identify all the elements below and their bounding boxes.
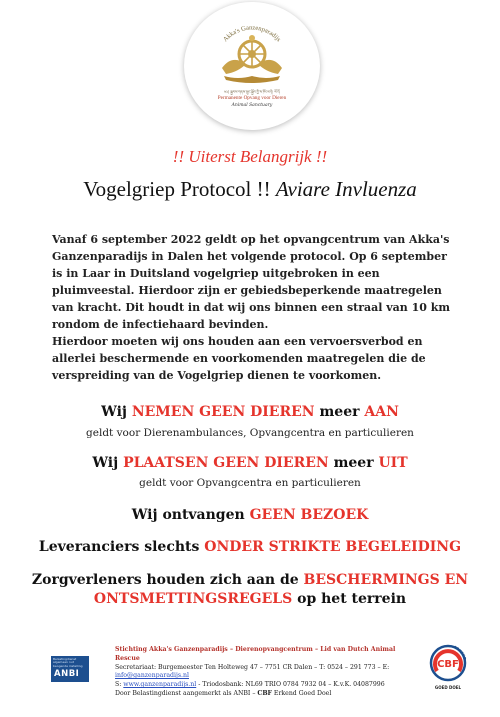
footer-org-line: Stichting Akka's Ganzenparadijs – Dierenopvangcentrum – Lid van Dutch Animal Rescue (115, 646, 396, 662)
website-link[interactable]: www.ganzenparadijs.nl (123, 681, 197, 689)
logo-tagline: Permanente Opvang voor Dieren (217, 95, 287, 101)
page-title (0, 177, 500, 202)
title-italic: Aviare Invluenza (275, 177, 417, 201)
svg-text:Akka's Ganzenparadijs: Akka's Ganzenparadijs (221, 24, 283, 44)
rule-text: Wij (101, 404, 132, 420)
urgent-heading: !! Uiterst Belangrijk !! (172, 147, 328, 166)
rule-caregivers-line2 (0, 591, 500, 607)
rule-no-placement (0, 455, 500, 471)
rule-no-intake (0, 404, 500, 420)
rule-highlight: ONTSMETTINGSREGELS (93, 591, 293, 607)
rule-highlight: GEEN BEZOEK (249, 507, 369, 523)
rule-text: meer (314, 404, 365, 420)
anbi-badge (51, 656, 89, 682)
anbi-caption: Belastingdienst algemeen nut beogende instelling (53, 657, 83, 668)
rule-no-intake-note: geldt voor Dierenambulances, Opvangcentra en particulieren (86, 427, 414, 439)
dharma-wheel-icon (218, 24, 286, 86)
footer-bank-line (115, 681, 410, 690)
rule-caregivers-line1 (0, 572, 500, 588)
footer-site-prefix: S: (115, 681, 124, 689)
footer-anbi-line (115, 690, 410, 699)
footer-bank-info: - Triodosbank: NL69 TRIO 0784 7932 04 – K.v.K. 04087996 (196, 681, 385, 689)
cbf-logo-icon (428, 641, 468, 685)
footer-contact (115, 646, 410, 699)
svg-text:ERKEND: ERKEND (453, 645, 467, 661)
rule-text: Leveranciers slechts (38, 539, 205, 555)
rule-text: Zorgverleners houden zich aan de (31, 572, 304, 588)
footer-cbf-text: CBF (257, 689, 272, 697)
rule-text: Wij (92, 455, 124, 471)
rule-highlight: PLAATSEN GEEN DIEREN (123, 455, 329, 471)
rule-no-placement-note: geldt voor Opvangcentra en particulieren (139, 477, 361, 489)
footer-address: Secretariaat: Burgemeester Ten Holteweg 47 – 7751 CR Dalen – T: 0524 – 291 773 – E: (115, 663, 390, 671)
svg-text:CBF: CBF (437, 659, 459, 670)
rule-highlight: AAN (364, 404, 399, 420)
title-main: Vogelgriep Protocol !! (83, 177, 271, 201)
sanctuary-logo (184, 2, 320, 130)
rule-text: Wij ontvangen (131, 507, 250, 523)
rule-highlight: BESCHERMINGS EN (303, 572, 469, 588)
footer-address-line (115, 664, 410, 682)
footer-anbi-text: Door Belastingdienst aangemerkt als ANBI – (115, 689, 258, 697)
anbi-label: ANBI (54, 669, 80, 679)
measures-paragraph: Hierdoor moeten wij ons houden aan een vervoersverbod en allerlei beschermende en voorkomenden maatregelen die de verspreiding van de Vogelgriep dienen te voorkomen. (52, 335, 426, 382)
intro-paragraph: Vanaf 6 september 2022 geldt op het opvangcentrum van Akka's Ganzenparadijs in Dalen het volgende protocol. Op 6 september is in Laar in Duitsland vogelgriep uitgebroken in een pluimveestal. Hierdoor zijn er gebiedsbeperkende maatregelen van kracht. Dit houdt in dat wij ons binnen een straal van 10 km rondom de infectiehaard bevinden. (52, 233, 451, 331)
rule-text: meer (328, 455, 379, 471)
rule-text: op het terrein (292, 591, 407, 607)
logo-subtagline: Animal Sanctuary (231, 103, 273, 108)
logo-small-text: ୨୦| སྐྱབས་གནས་སྲུང་སྐྱོབ་ཀྱི་ས་ཁོངས་ཏེ། ལོ་ངོ། (223, 90, 281, 94)
rule-suppliers (0, 539, 500, 555)
rule-no-visitors (0, 507, 500, 523)
rule-highlight: ONDER STRIKTE BEGELEIDING (204, 539, 462, 555)
footer-erkend-text: Erkend Goed Doel (271, 689, 332, 697)
email-link[interactable]: info@ganzenparadijs.nl (115, 672, 189, 680)
cbf-caption: GOED DOEL (434, 685, 462, 690)
rule-highlight: NEMEN GEEN DIEREN (131, 404, 315, 420)
rule-highlight: UIT (378, 455, 408, 471)
